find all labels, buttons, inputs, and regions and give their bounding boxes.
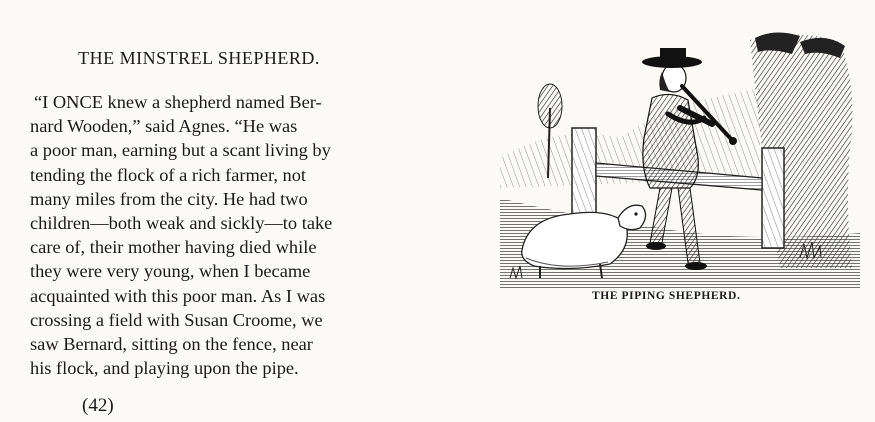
body-line: they were very young, when I became: [30, 261, 311, 282]
body-line: care of, their mother having died while: [30, 237, 317, 258]
body-line: saw Bernard, sitting on the fence, near: [30, 333, 313, 354]
left-page: [0, 0, 430, 422]
body-text: [30, 90, 382, 380]
body-line: children—both weak and sickly—to take: [30, 212, 333, 233]
body-line: many miles from the city. He had two: [30, 188, 308, 209]
body-line: crossing a field with Susan Croome, we: [30, 309, 323, 330]
illustration-caption: THE PIPING SHEPHERD.: [592, 290, 741, 302]
body-line: “I ONCE knew a shepherd named Ber-: [34, 92, 322, 112]
body-line: acquainted with this poor man. As I was: [30, 285, 326, 306]
body-line: tending the flock of a rich farmer, not: [30, 164, 307, 185]
right-page: [440, 0, 875, 422]
chapter-title: THE MINSTREL SHEPHERD.: [78, 48, 320, 68]
body-line: nard Wooden,” said Agnes. “He was: [30, 116, 298, 137]
body-line: a poor man, earning but a scant living by: [30, 140, 331, 161]
body-line: his flock, and playing upon the pipe.: [30, 358, 299, 379]
page-number: (42): [82, 395, 114, 416]
shepherd-engraving-illustration: [500, 28, 860, 288]
